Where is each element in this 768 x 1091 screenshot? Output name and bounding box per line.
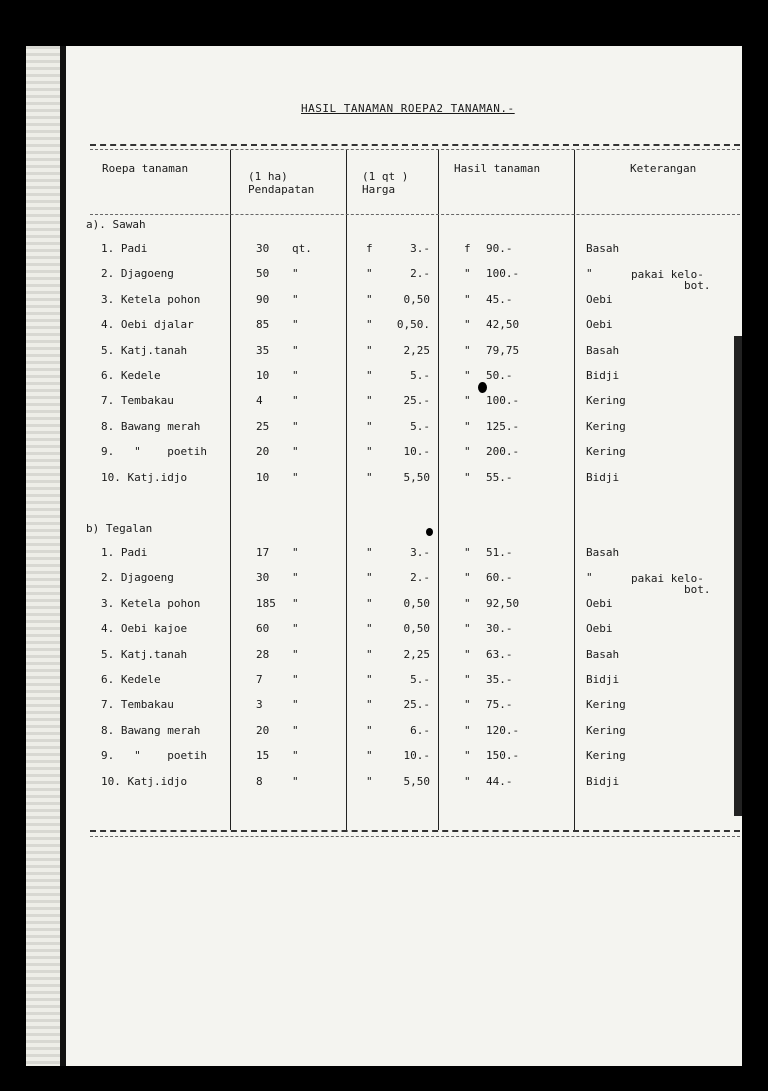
harga-value: 5,50 [403, 470, 430, 484]
crop-name: 3. Ketela pohon [101, 292, 201, 306]
keterangan-value: Bidji [586, 774, 620, 788]
pendapatan-unit: " [292, 647, 299, 661]
hasil-value: 30.- [486, 622, 513, 636]
hasil-prefix: " [464, 673, 471, 686]
hasil-prefix: " [464, 394, 471, 408]
pendapatan-unit: " [292, 343, 299, 357]
keterangan-value: Oebi [586, 292, 613, 306]
hasil-prefix: " [464, 343, 471, 357]
harga-prefix: f [366, 242, 373, 255]
crop-name: 8. Bawang merah [101, 419, 201, 433]
pendapatan-unit: " [292, 292, 299, 306]
crop-name: 3. Ketela pohon [101, 596, 201, 610]
table-row [26, 369, 742, 394]
pendapatan-value: 85 [256, 318, 270, 332]
harga-prefix: " [366, 647, 373, 661]
hasil-prefix: " [464, 318, 471, 332]
harga-prefix: " [366, 622, 373, 636]
harga-prefix: " [366, 571, 373, 585]
pendapatan-value: 90 [256, 292, 270, 306]
keterangan-note: pakai kelo- bot. [631, 572, 711, 597]
harga-prefix: " [366, 394, 373, 408]
hasil-value: 92,50 [486, 596, 520, 610]
header-hasil: Hasil tanaman [454, 162, 541, 175]
hasil-value: 63.- [486, 647, 513, 661]
crop-name: 7. Tembakau [101, 394, 174, 408]
keterangan-value: Kering [586, 698, 626, 712]
hasil-prefix: " [464, 596, 471, 610]
harga-prefix: " [366, 470, 373, 484]
pendapatan-value: 28 [256, 647, 270, 661]
table-top-border-inner [90, 149, 740, 150]
document-page [26, 46, 742, 1066]
crop-name: 4. Oebi djalar [101, 318, 194, 332]
table-row [26, 394, 742, 419]
pendapatan-unit: " [292, 774, 299, 788]
pendapatan-unit: " [292, 673, 299, 686]
crop-name: 7. Tembakau [101, 698, 174, 712]
hasil-value: 125.- [486, 419, 520, 433]
table-row [26, 242, 742, 267]
keterangan-value: Basah [586, 546, 620, 559]
pendapatan-unit: " [292, 369, 299, 382]
harga-prefix: " [366, 419, 373, 433]
keterangan-value: Basah [586, 242, 620, 255]
keterangan-value: Kering [586, 394, 626, 408]
table-row [26, 318, 742, 343]
pendapatan-unit: " [292, 546, 299, 559]
header-keterangan: Keterangan [630, 162, 697, 175]
pendapatan-value: 20 [256, 723, 270, 737]
hasil-prefix: " [464, 622, 471, 636]
hasil-prefix: " [464, 723, 471, 737]
section-label: a). Sawah [86, 218, 146, 231]
harga-value: 5,50 [403, 774, 430, 788]
crop-name: 6. Kedele [101, 673, 161, 686]
table-row [26, 622, 742, 647]
keterangan-value: Oebi [586, 622, 613, 636]
pendapatan-unit: " [292, 318, 299, 332]
table-row [26, 293, 742, 318]
keterangan-value: " [586, 267, 593, 281]
keterangan-value: Basah [586, 647, 620, 661]
harga-value: 25.- [403, 394, 430, 408]
table-row [26, 445, 742, 470]
hasil-value: 51.- [486, 546, 513, 559]
pendapatan-unit: " [292, 723, 299, 737]
table-bottom-border-inner [90, 836, 740, 837]
pendapatan-value: 7 [256, 673, 263, 686]
section-label: b) Tegalan [86, 522, 153, 535]
hasil-value: 150.- [486, 749, 520, 763]
harga-prefix: " [366, 318, 373, 332]
harga-prefix: " [366, 774, 373, 788]
hasil-value: 60.- [486, 571, 513, 585]
pendapatan-value: 60 [256, 622, 270, 636]
pendapatan-unit: " [292, 571, 299, 585]
harga-value: 0,50 [403, 596, 430, 610]
keterangan-value: Oebi [586, 318, 613, 332]
header-pendapatan: (1 ha) Pendapatan [248, 170, 315, 196]
harga-value: 0,50 [403, 622, 430, 636]
harga-value: 2,25 [403, 647, 430, 661]
ink-spot [478, 382, 487, 393]
table-top-border [90, 144, 740, 146]
keterangan-value: Oebi [586, 596, 613, 610]
harga-value: 0,50 [403, 292, 430, 306]
hasil-prefix: " [464, 419, 471, 433]
harga-prefix: " [366, 267, 373, 281]
hasil-prefix: " [464, 698, 471, 712]
pendapatan-value: 35 [256, 343, 270, 357]
hasil-value: 120.- [486, 723, 520, 737]
table-row [26, 749, 742, 774]
hasil-prefix: " [464, 749, 471, 763]
crop-name: 2. Djagoeng [101, 267, 174, 281]
hasil-value: 90.- [486, 242, 513, 255]
table-row [26, 571, 742, 596]
header-harga: (1 qt ) Harga [362, 170, 409, 196]
keterangan-value: Basah [586, 343, 620, 357]
harga-value: 10.- [403, 445, 430, 459]
hasil-value: 42,50 [486, 318, 520, 332]
harga-value: 2,25 [403, 343, 430, 357]
harga-prefix: " [366, 596, 373, 610]
table-bottom-border [90, 830, 740, 832]
hasil-value: 55.- [486, 470, 513, 484]
table-row [26, 267, 742, 292]
pendapatan-value: 30 [256, 571, 270, 585]
table-row [26, 597, 742, 622]
crop-name: 8. Bawang merah [101, 723, 201, 737]
crop-name: 1. Padi [101, 546, 148, 559]
harga-value: 25.- [403, 698, 430, 712]
pendapatan-unit: " [292, 267, 299, 281]
hasil-prefix: " [464, 267, 471, 281]
hasil-value: 44.- [486, 774, 513, 788]
harga-value: 10.- [403, 749, 430, 763]
hasil-value: 35.- [486, 673, 513, 686]
header-jenis: Roepa tanaman [102, 162, 189, 175]
hasil-value: 200.- [486, 445, 520, 459]
table-row [26, 344, 742, 369]
keterangan-value: " [586, 571, 593, 585]
pendapatan-value: 10 [256, 369, 270, 382]
hasil-value: 100.- [486, 394, 520, 408]
table-row [26, 471, 742, 496]
table-row [26, 775, 742, 800]
pendapatan-unit: " [292, 698, 299, 712]
crop-name: 1. Padi [101, 242, 148, 255]
pendapatan-unit: " [292, 622, 299, 636]
crop-name: 9. " poetih [101, 445, 207, 459]
pendapatan-unit: " [292, 749, 299, 763]
harga-prefix: " [366, 723, 373, 737]
harga-value: 2.- [410, 267, 430, 281]
harga-prefix: " [366, 546, 373, 559]
pendapatan-value: 20 [256, 445, 270, 459]
keterangan-value: Bidji [586, 673, 620, 686]
hasil-value: 75.- [486, 698, 513, 712]
hasil-value: 50.- [486, 369, 513, 382]
hasil-prefix: " [464, 292, 471, 306]
hasil-value: 100.- [486, 267, 520, 281]
document-title: HASIL TANAMAN ROEPA2 TANAMAN.- [301, 102, 515, 115]
harga-prefix: " [366, 698, 373, 712]
harga-prefix: " [366, 292, 373, 306]
pendapatan-value: 50 [256, 267, 270, 281]
table-row [26, 673, 742, 698]
pendapatan-value: 15 [256, 749, 270, 763]
pendapatan-value: 30 [256, 242, 270, 255]
harga-prefix: " [366, 445, 373, 459]
hasil-prefix: " [464, 647, 471, 661]
crop-name: 9. " poetih [101, 749, 207, 763]
harga-value: 5.- [410, 673, 430, 686]
harga-value: 3.- [410, 242, 430, 255]
table-row [26, 420, 742, 445]
pendapatan-value: 8 [256, 774, 263, 788]
harga-value: 5.- [410, 369, 430, 382]
hasil-prefix: " [464, 774, 471, 788]
harga-value: 2.- [410, 571, 430, 585]
hasil-prefix: " [464, 369, 471, 382]
keterangan-value: Kering [586, 723, 626, 737]
crop-name: 6. Kedele [101, 369, 161, 382]
keterangan-value: Bidji [586, 369, 620, 382]
harga-value: 3.- [410, 546, 430, 559]
hasil-prefix: " [464, 546, 471, 559]
table-row [26, 546, 742, 571]
table-row [26, 724, 742, 749]
crop-name: 5. Katj.tanah [101, 343, 188, 357]
keterangan-value: Bidji [586, 470, 620, 484]
keterangan-value: Kering [586, 749, 626, 763]
keterangan-value: Kering [586, 419, 626, 433]
crop-name: 2. Djagoeng [101, 571, 174, 585]
harga-prefix: " [366, 343, 373, 357]
harga-value: 6.- [410, 723, 430, 737]
crop-name: 10. Katj.idjo [101, 470, 188, 484]
pendapatan-unit: " [292, 470, 299, 484]
harga-value: 5.- [410, 419, 430, 433]
crop-name: 10. Katj.idjo [101, 774, 188, 788]
pendapatan-unit: qt. [292, 242, 312, 255]
table-row [26, 698, 742, 723]
pendapatan-value: 17 [256, 546, 270, 559]
pendapatan-unit: " [292, 596, 299, 610]
harga-prefix: " [366, 673, 373, 686]
keterangan-note: pakai kelo- bot. [631, 268, 711, 293]
header-divider [90, 214, 740, 215]
pendapatan-value: 185 [256, 596, 276, 610]
pendapatan-unit: " [292, 394, 299, 408]
pendapatan-value: 10 [256, 470, 270, 484]
harga-value: 0,50. [396, 318, 430, 332]
hasil-value: 45.- [486, 292, 513, 306]
hasil-prefix: " [464, 571, 471, 585]
crop-name: 4. Oebi kajoe [101, 622, 188, 636]
crop-name: 5. Katj.tanah [101, 647, 188, 661]
ink-spot [426, 528, 433, 536]
keterangan-value: Kering [586, 445, 626, 459]
pendapatan-value: 4 [256, 394, 263, 408]
harga-prefix: " [366, 369, 373, 382]
hasil-prefix: f [464, 242, 471, 255]
hasil-value: 79,75 [486, 343, 520, 357]
pendapatan-value: 3 [256, 698, 263, 712]
hasil-prefix: " [464, 470, 471, 484]
table-row [26, 648, 742, 673]
pendapatan-unit: " [292, 419, 299, 433]
harga-prefix: " [366, 749, 373, 763]
hasil-prefix: " [464, 445, 471, 459]
pendapatan-unit: " [292, 445, 299, 459]
pendapatan-value: 25 [256, 419, 270, 433]
